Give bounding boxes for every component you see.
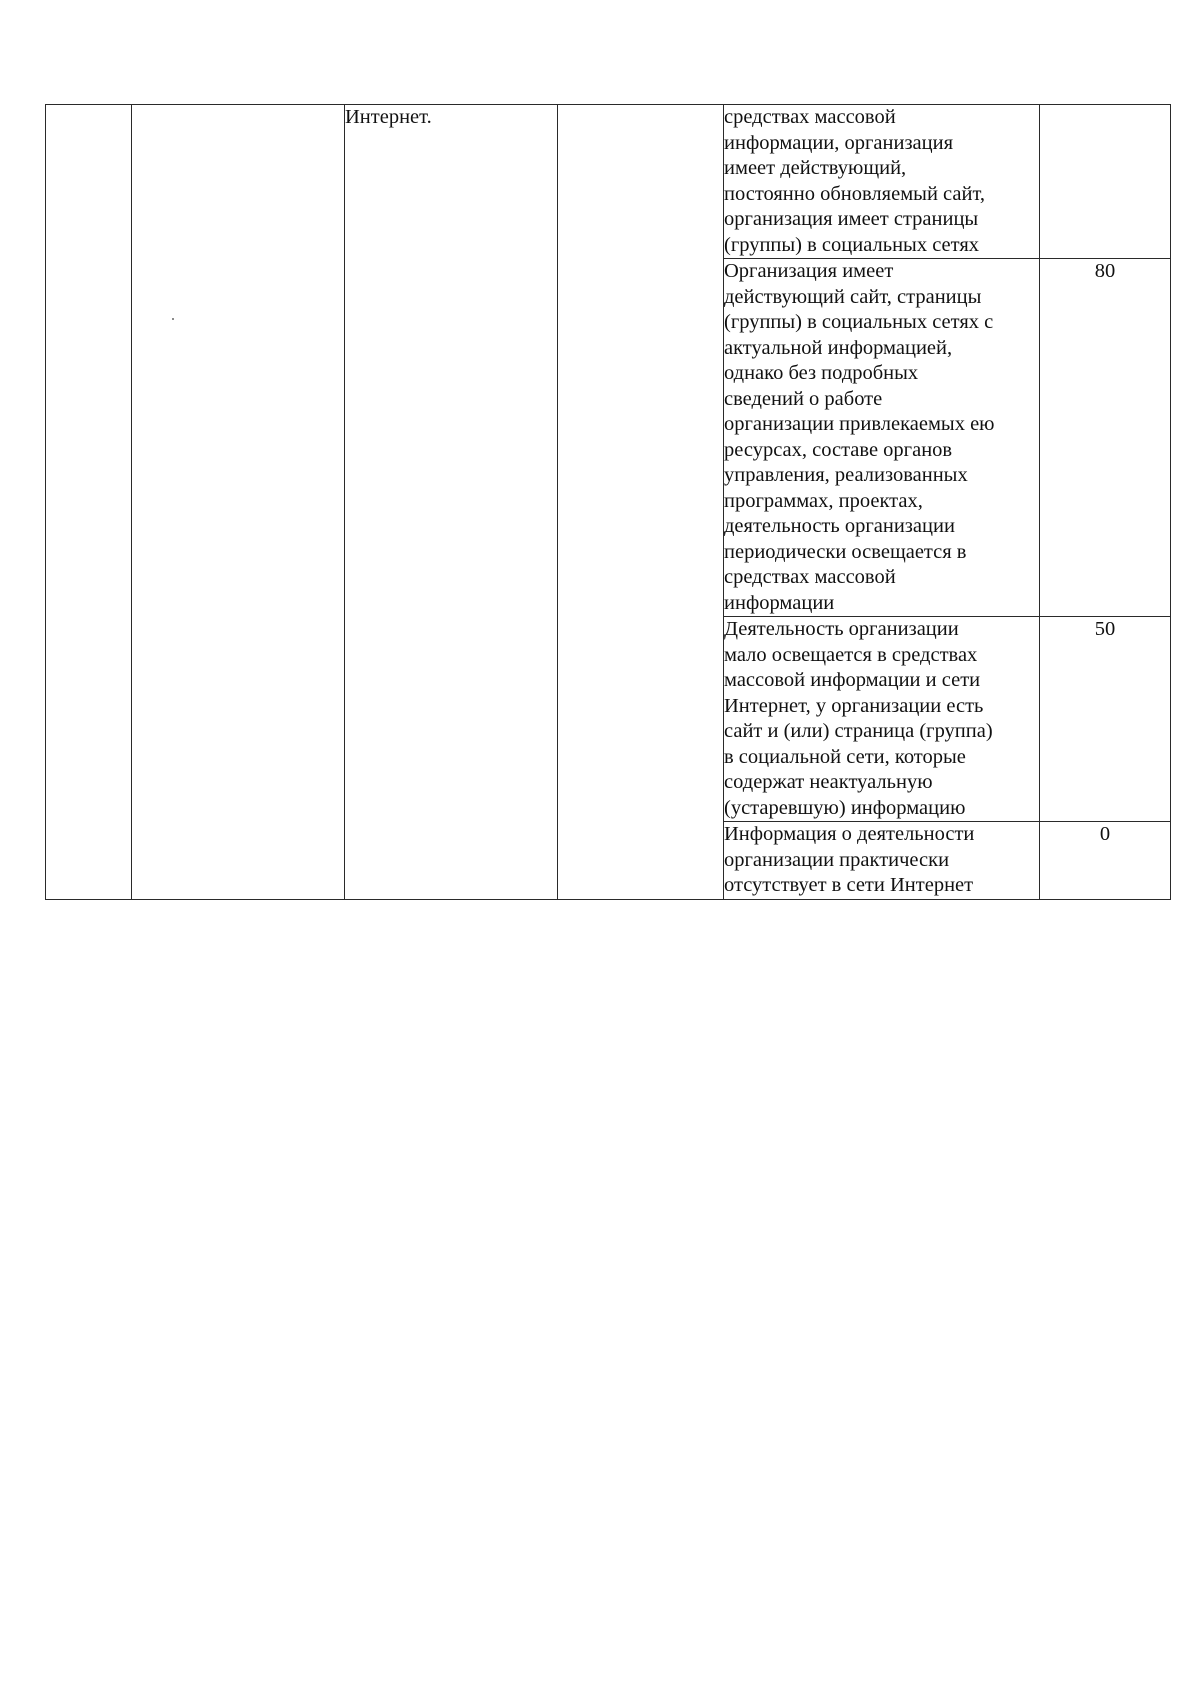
score-description-cell: Организация имеет действующий сайт, страницы (группы) в социальных сетях с актуальной информацией, однако без подробных сведений о работе организации привлекаемых ею ресурсах, составе органов управления, реализованных программах, проектах, деятельность организации периодически освещается в средствах массовой информации: [724, 259, 1040, 617]
score-value-cell: 0: [1040, 822, 1171, 900]
scan-speck: [172, 318, 174, 320]
score-value-cell: 50: [1040, 617, 1171, 822]
score-description-cell: средствах массовой информации, организация имеет действующий, постоянно обновляемый сайт, организация имеет страницы (группы) в социальных сетях: [724, 105, 1040, 259]
source-cell: [558, 105, 724, 900]
score-description-cell: Деятельность организации мало освещается в средствах массовой информации и сети Интернет, у организации есть сайт и (или) страница (группа) в социальной сети, которые содержат неактуальную (устаревшую) информацию: [724, 617, 1040, 822]
criterion-name-cell: [132, 105, 345, 900]
score-value-cell: [1040, 105, 1171, 259]
score-description-cell: Информация о деятельности организации практически отсутствует в сети Интернет: [724, 822, 1040, 900]
score-value-cell: 80: [1040, 259, 1171, 617]
table-row: [46, 105, 1171, 259]
criteria-table: [45, 104, 1171, 900]
criterion-detail-cell: Интернет.: [345, 105, 558, 900]
number-cell: [46, 105, 132, 900]
